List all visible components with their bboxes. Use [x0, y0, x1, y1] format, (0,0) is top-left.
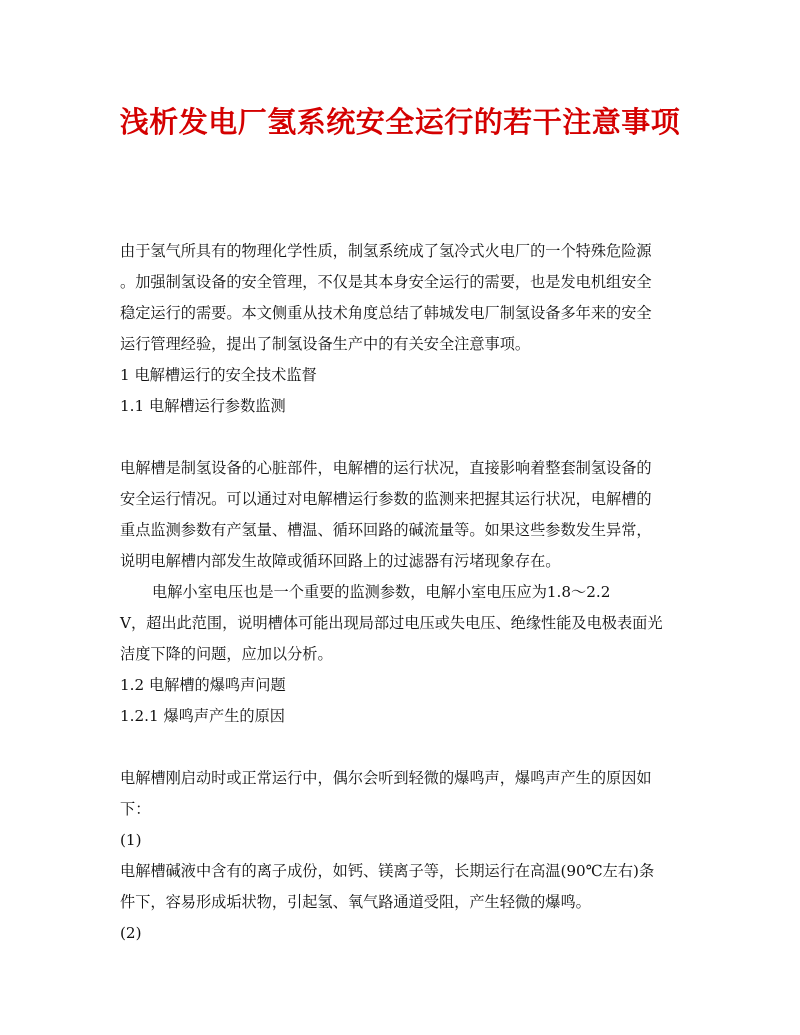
paragraph-line: 说明电解槽内部发生故障或循环回路上的过滤器有污堵现象存在。 [120, 552, 561, 570]
paragraph-line: 由于氢气所具有的物理化学性质，制氢系统成了氢冷式火电厂的一个特殊危险源 [120, 242, 652, 260]
paragraph-line: 电解槽是制氢设备的心脏部件，电解槽的运行状况，直接影响着整套制氢设备的 [120, 459, 652, 477]
paragraph-line: 电解槽刚启动时或正常运行中，偶尔会听到轻微的爆鸣声，爆鸣声产生的原因如 [120, 769, 652, 787]
paragraph-line: 洁度下降的问题，应加以分析。 [120, 645, 333, 663]
paragraph-line: 电解小室电压也是一个重要的监测参数，电解小室电压应为1.8～2.2 [152, 583, 611, 601]
blank-line [120, 732, 680, 763]
paragraph-line: 安全运行情况。可以通过对电解槽运行参数的监测来把握其运行状况，电解槽的 [120, 490, 652, 508]
subsection-heading: 1.2 电解槽的爆鸣声问题 [120, 676, 286, 694]
blank-line [120, 422, 680, 453]
document-title: 浅析发电厂氢系统安全运行的若干注意事项 [119, 105, 681, 139]
paragraph-line: 稳定运行的需要。本文侧重从技术角度总结了韩城发电厂制氢设备多年来的安全 [120, 304, 652, 322]
paragraph-line: V，超出此范围，说明槽体可能出现局部过电压或失电压、绝缘性能及电极表面光 [120, 614, 663, 632]
section-heading: 1 电解槽运行的安全技术监督 [120, 366, 317, 384]
list-item-text: 电解槽碱液中含有的离子成份，如钙、镁离子等，长期运行在高温(90℃左右)条 [120, 862, 655, 880]
paragraph-line: 下： [120, 800, 151, 818]
paragraph-line: 。加强制氢设备的安全管理，不仅是其本身安全运行的需要，也是发电机组安全 [120, 273, 652, 291]
subsubsection-heading: 1.2.1 爆鸣声产生的原因 [120, 707, 285, 725]
list-item-label: (2) [120, 924, 142, 942]
paragraph-line: 重点监测参数有产氢量、槽温、循环回路的碱流量等。如果这些参数发生异常， [120, 521, 652, 539]
subsection-heading: 1.1 电解槽运行参数监测 [120, 397, 286, 415]
list-item-label: (1) [120, 831, 142, 849]
document-body [120, 236, 680, 949]
list-item-text: 件下，容易形成垢状物，引起氢、氧气路通道受阻，产生轻微的爆鸣。 [120, 893, 591, 911]
paragraph-line: 运行管理经验，提出了制氢设备生产中的有关安全注意事项。 [120, 335, 531, 353]
